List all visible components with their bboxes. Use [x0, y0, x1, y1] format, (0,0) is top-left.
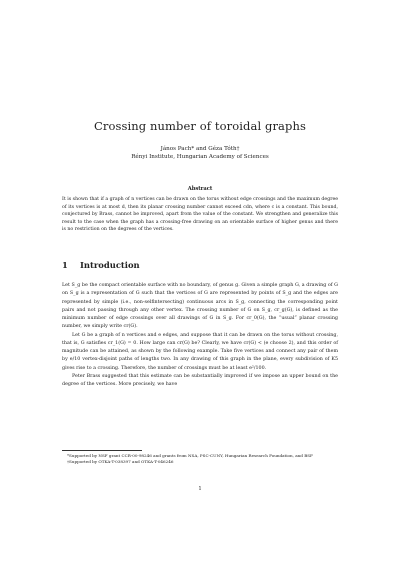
section-title: Introduction: [80, 260, 140, 270]
footnote-rule: [62, 450, 142, 451]
abstract-heading: Abstract: [187, 186, 213, 192]
paragraph: Let G be a graph of n vertices and e edges, and suppose that it can be drawn on the torus without crossing, that is, G satisfies cr_1(G) = 0. How large can cr(G) be? Clearly, we have cr(G) < (e choose 2), and this order of magnitude can be attained, as shown by the following example. Take five vertices and connect any pair of them by e/10 vertex-disjoint paths of lengths two. In any drawing of this graph in the plane, every subdivision of K5 gives rise to a crossing. Therefore, the number of crossings must be at least e²/100.: [62, 332, 338, 371]
abstract-text: It is shown that if a graph of n vertices can be drawn on the torus without edge crossings and the maximum degree of its vertices is at most d, then its planar crossing number cannot exceed cdn, where c is a constant. This bound, conjectured by Brass, cannot be improved, apart from the value of the constant. We strengthen and generalize this result to the case when the graph has a crossing-free drawing on an orientable surface of higher genus and there is no restriction on the degrees of the vertices.: [62, 197, 338, 233]
author-line: János Pach* and Géza Tóth†: [160, 146, 240, 152]
paragraph: Peter Brass suggested that this estimate can be substantially improved if we impose an upper bound on the degree of the vertices. More precisely, we have: [62, 373, 338, 387]
footnotes: [62, 453, 338, 466]
affiliation: Rényi Institute, Hungarian Academy of Sciences: [131, 154, 269, 160]
paragraph: Let S_g be the compact orientable surface with no boundary, of genus g. Given a simple graph G, a drawing of G on S_g is a representation of G such that the vertices of G are represented by points of S_g and the edges are represented by simple (i.e., non-selfintersecting) continuous arcs in S_g, connecting the corresponding point pairs and not passing through any other vertex. The crossing number of G on S_g, cr_g(G), is defined as the minimum number of edge crossings over all drawings of G in S_g. For cr_0(G), the “usual” planar crossing number, we simply write cr(G).: [62, 283, 338, 330]
body-text: [62, 282, 338, 389]
page-number: 1: [198, 486, 202, 492]
section-heading: [62, 260, 140, 270]
paper-title: Crossing number of toroidal graphs: [94, 119, 306, 133]
footnote: *Supported by NSF grant CCR-00-98246 and grants from NSA, PSC-CUNY, Hungarian Research Foundation, and BSF: [67, 453, 313, 458]
footnote: †Supported by OTKA-T-038397 and OTKA-T-046246: [67, 459, 174, 465]
section-number: 1: [62, 260, 68, 270]
